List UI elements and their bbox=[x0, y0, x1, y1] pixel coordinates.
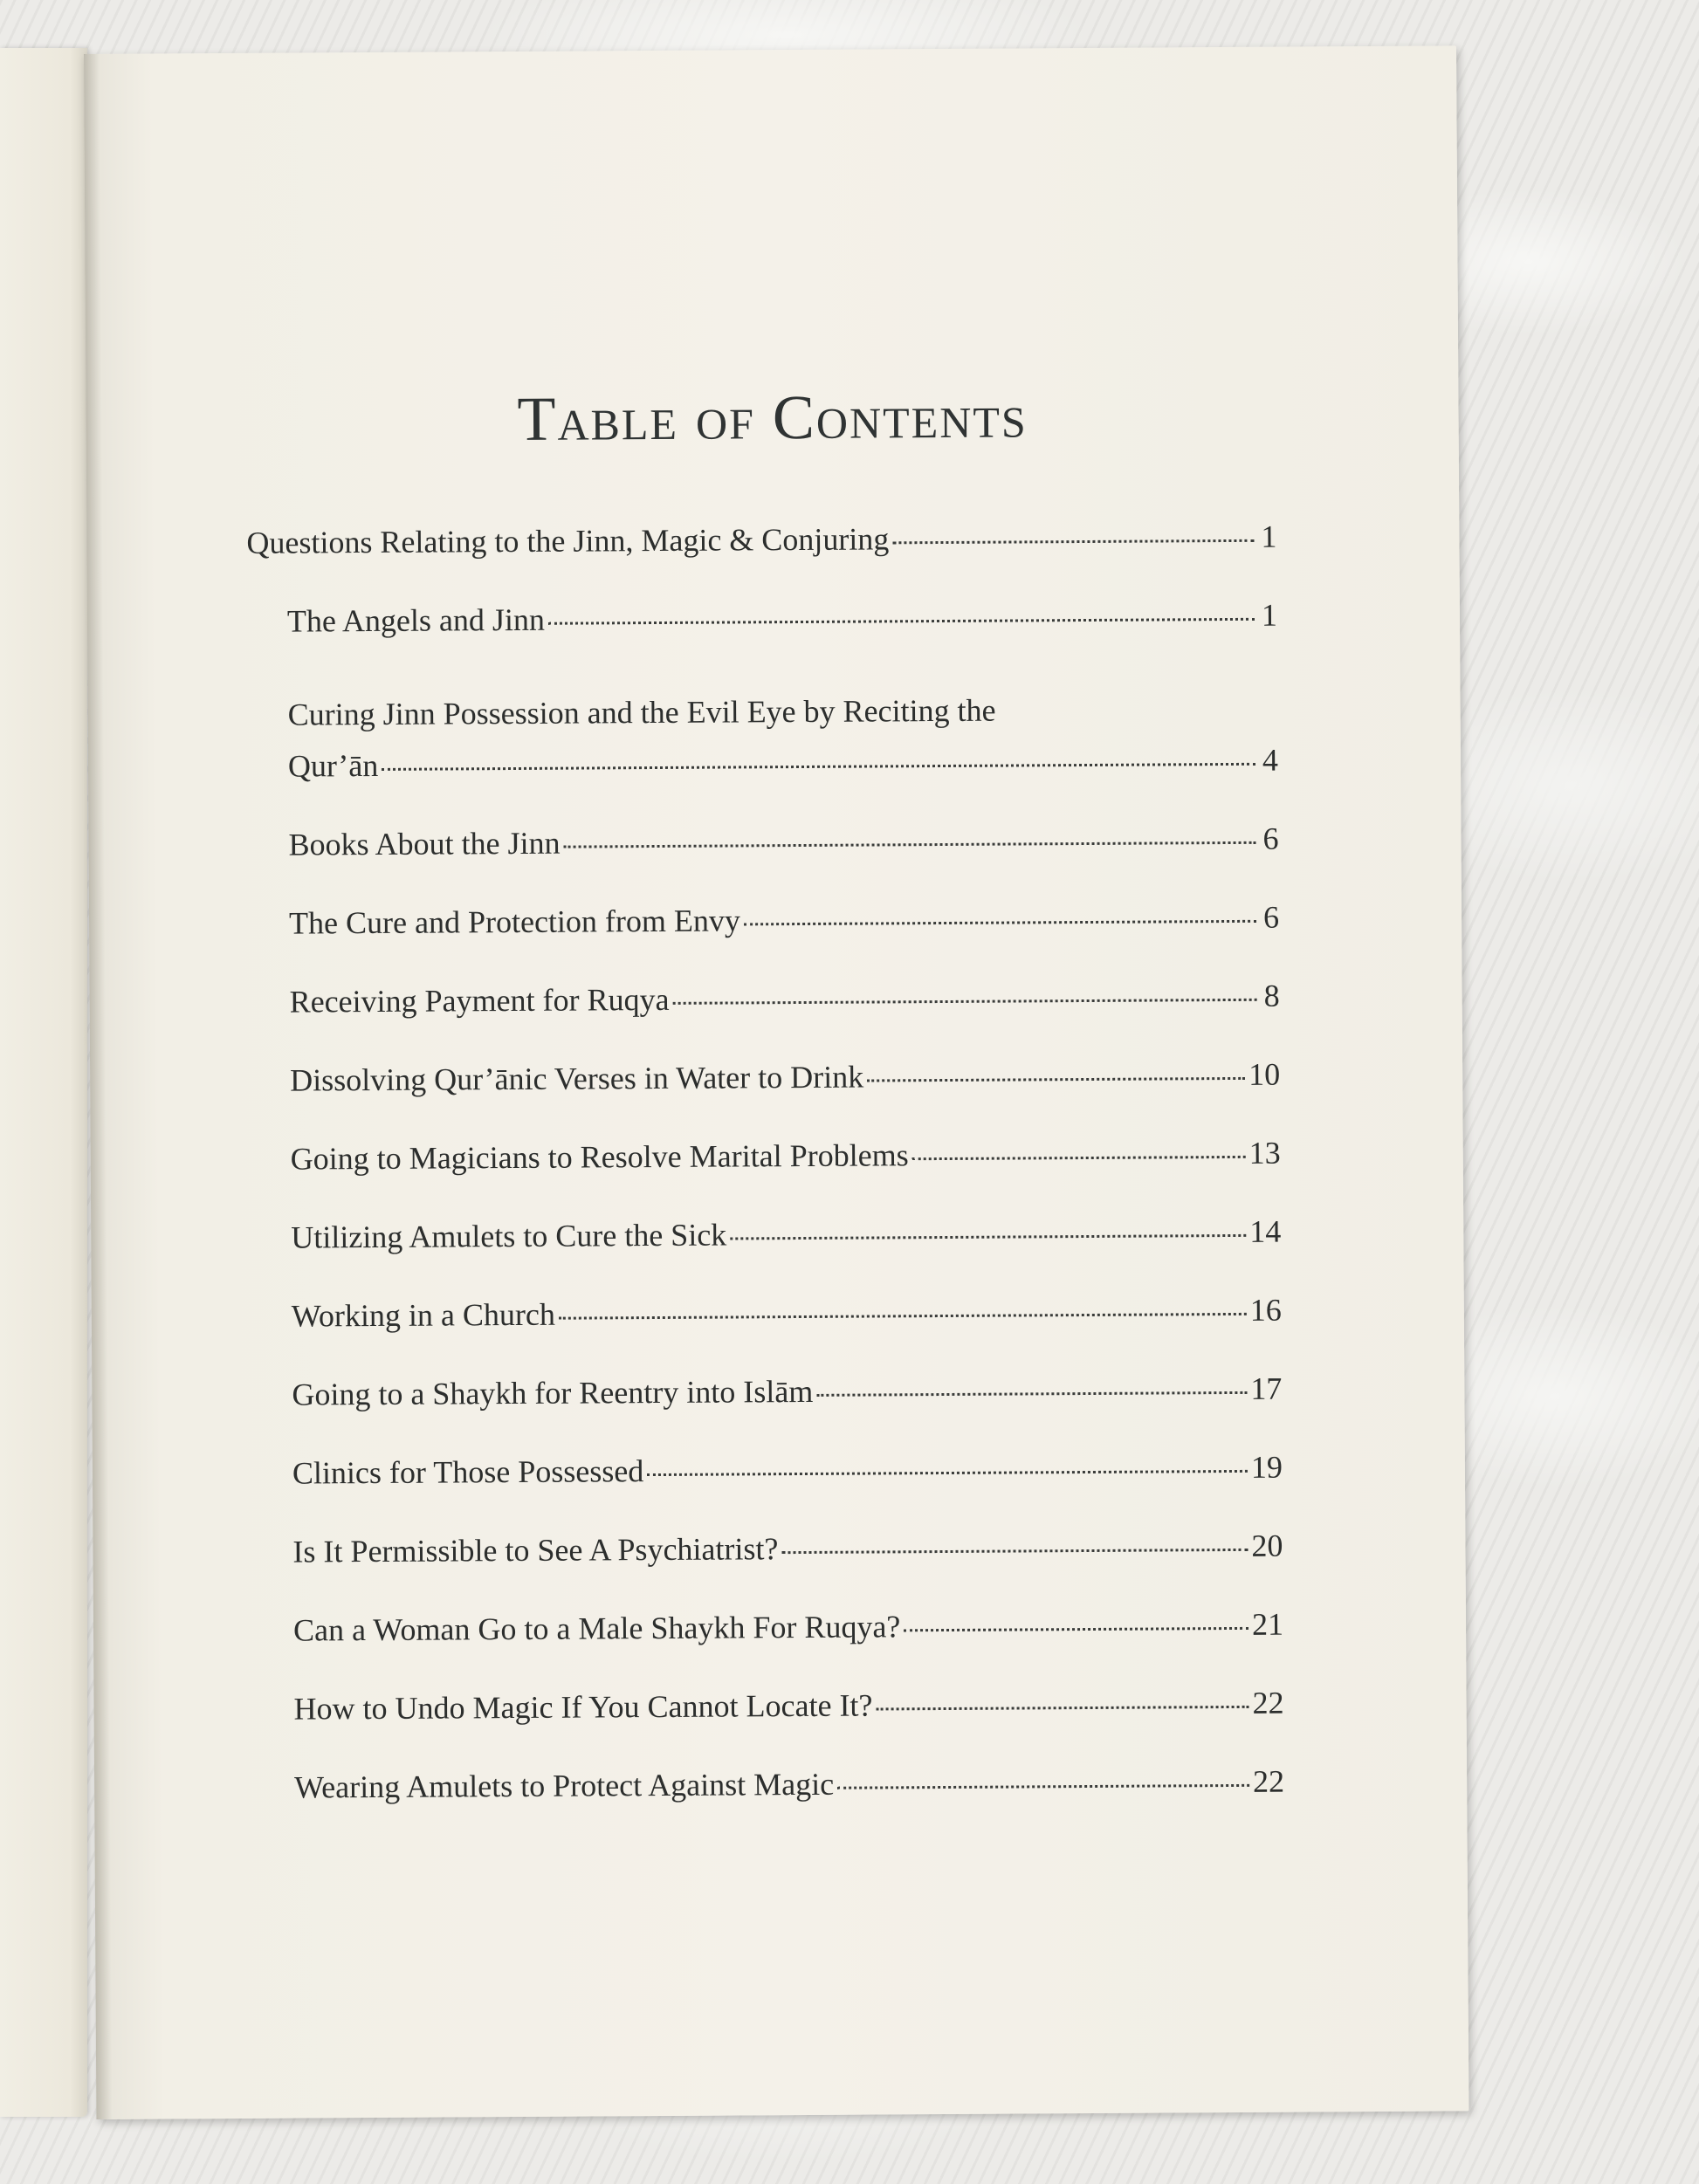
toc-page-number: 1 bbox=[1261, 597, 1278, 633]
toc-entry-title: Questions Relating to the Jinn, Magic & Conjuring bbox=[246, 521, 890, 560]
dot-leader bbox=[744, 920, 1256, 926]
toc-entry bbox=[248, 821, 1279, 905]
toc-page-number: 13 bbox=[1248, 1135, 1281, 1171]
toc-entry-title: The Cure and Protection from Envy bbox=[288, 903, 741, 941]
dot-leader bbox=[564, 841, 1256, 848]
dot-leader bbox=[673, 999, 1257, 1005]
toc-entry-title: Books About the Jinn bbox=[288, 825, 561, 862]
dot-leader bbox=[382, 763, 1255, 771]
page-title: Table of Contents bbox=[517, 381, 1028, 455]
dot-leader bbox=[781, 1549, 1248, 1554]
dot-leader bbox=[559, 1313, 1247, 1320]
toc-entry bbox=[253, 1685, 1284, 1769]
toc-entry-title: Going to Magicians to Resolve Marital Problems bbox=[290, 1137, 909, 1177]
dot-leader bbox=[867, 1077, 1245, 1082]
toc-entry bbox=[251, 1135, 1282, 1219]
toc-entry bbox=[246, 519, 1277, 603]
toc-entry-line2 bbox=[288, 742, 1279, 827]
toc-entry-title: Wearing Amulets to Protect Against Magic bbox=[294, 1766, 835, 1805]
dot-leader bbox=[892, 539, 1254, 545]
toc-page-number: 6 bbox=[1262, 821, 1279, 856]
dot-leader bbox=[876, 1706, 1248, 1711]
toc-entry bbox=[251, 1213, 1282, 1298]
toc-entry-title: How to Undo Magic If You Cannot Locate It? bbox=[293, 1687, 873, 1727]
toc-entry-title: Clinics for Those Possessed bbox=[292, 1453, 644, 1491]
toc-page-number: 6 bbox=[1262, 899, 1280, 935]
toc-entry bbox=[250, 978, 1281, 1062]
dot-leader bbox=[816, 1391, 1247, 1397]
toc-entry bbox=[247, 597, 1278, 682]
dot-leader bbox=[548, 618, 1255, 625]
toc-entry-title: Is It Permissible to See A Psychiatrist? bbox=[292, 1531, 779, 1569]
left-page-edge bbox=[0, 48, 87, 2117]
toc-entry bbox=[253, 1606, 1284, 1691]
toc-page-number: 19 bbox=[1250, 1449, 1283, 1485]
dot-leader bbox=[730, 1234, 1246, 1240]
toc-page-number: 4 bbox=[1262, 742, 1279, 778]
book-page bbox=[84, 45, 1469, 2119]
toc-entry-title: Can a Woman Go to a Male Shaykh For Ruqya? bbox=[292, 1609, 901, 1648]
dot-leader bbox=[904, 1627, 1248, 1631]
toc-entry-title: Qur’ān bbox=[287, 747, 379, 784]
toc-page-number: 8 bbox=[1263, 978, 1280, 1013]
toc-page-number: 16 bbox=[1249, 1292, 1282, 1328]
toc-page-number: 14 bbox=[1249, 1213, 1282, 1249]
toc-page-number: 17 bbox=[1250, 1370, 1283, 1406]
toc-entry-title: Dissolving Qur’ānic Verses in Water to Drink bbox=[290, 1059, 864, 1098]
toc-page-number: 22 bbox=[1252, 1763, 1285, 1799]
toc-entry bbox=[252, 1528, 1283, 1612]
dot-leader bbox=[912, 1156, 1246, 1160]
toc-entry-title: Going to a Shaykh for Reentry into Islām bbox=[292, 1373, 814, 1412]
toc-entry bbox=[254, 1763, 1285, 1848]
toc-entry-title: Receiving Payment for Ruqya bbox=[289, 981, 670, 1020]
toc-page-number: 21 bbox=[1251, 1606, 1284, 1642]
toc-entry-title: Utilizing Amulets to Cure the Sick bbox=[291, 1217, 727, 1255]
toc-list bbox=[246, 519, 1284, 1848]
toc-entry-title: Working in a Church bbox=[291, 1296, 555, 1334]
toc-entry-title-line1: Curing Jinn Possession and the Evil Eye by Reciting the bbox=[287, 692, 996, 732]
page-gutter-shadow bbox=[84, 54, 112, 2119]
toc-page-number: 22 bbox=[1252, 1685, 1284, 1720]
toc-page-number: 1 bbox=[1261, 519, 1277, 554]
dot-leader bbox=[647, 1470, 1248, 1476]
toc-entry bbox=[250, 1056, 1281, 1141]
toc-entry bbox=[251, 1292, 1283, 1377]
toc-page-number: 20 bbox=[1251, 1528, 1283, 1563]
toc-entry-title: The Angels and Jinn bbox=[286, 601, 546, 639]
toc-entry bbox=[249, 899, 1280, 984]
dot-leader bbox=[837, 1784, 1249, 1789]
toc-entry bbox=[252, 1449, 1283, 1534]
toc-entry bbox=[251, 1370, 1283, 1455]
toc-page-number: 10 bbox=[1248, 1056, 1281, 1092]
toc-entry bbox=[247, 676, 1278, 827]
